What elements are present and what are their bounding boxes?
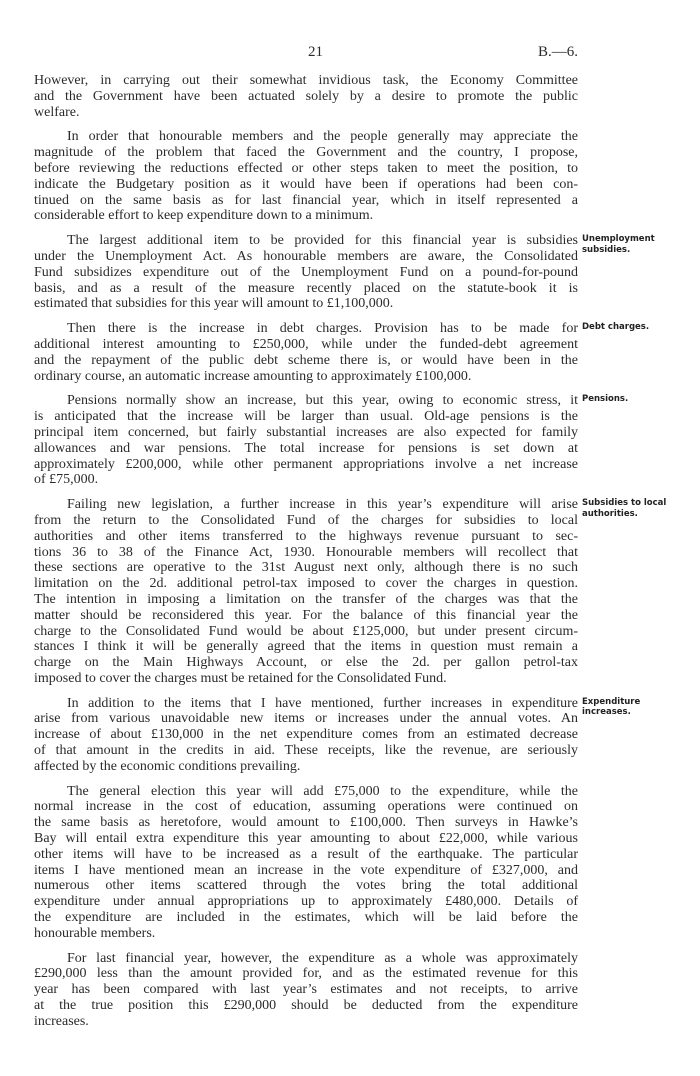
text-line: magnitude of the problem that faced the Government and the country, I propose, [34, 145, 578, 161]
text-line: estimated that subsidies for this year will amount to £1,100,000. [34, 296, 394, 312]
text-line: tions 36 to 38 of the Finance Act, 1930. Honourable members will recollect that [34, 544, 578, 560]
paragraph [34, 321, 650, 384]
text-line: year has been compared with last year’s estimates and not receipts, to arrive [34, 982, 578, 998]
text-line: and the Government have been actuated solely by a desire to promote the public [34, 88, 578, 104]
text-line: Failing new legislation, a further increase in this year’s expenditure will arise [67, 497, 578, 513]
text-line: In order that honourable members and the people generally may appreciate the [67, 129, 578, 145]
paragraph [34, 695, 641, 775]
text-line: allowances and war pensions. The total increase for pensions is set down at [34, 440, 578, 456]
text-line: imposed to cover the charges must be retained for the Consolidated Fund. [34, 670, 447, 686]
margin-note: Pensions. [582, 394, 629, 405]
text-line: approximately £200,000, while other permanent appropriations involve a net increase [34, 456, 578, 472]
text-line: from the return to the Consolidated Fund of the charges for subsidies to local [34, 512, 578, 528]
paragraph [34, 393, 629, 488]
paragraph [34, 784, 578, 942]
text-line: principal item concerned, but fairly substantial increases are also expected for family [34, 424, 578, 440]
text-line: arise from various unavoidable new items or increases under the annual votes. An [34, 711, 578, 727]
margin-note: Debt charges. [582, 322, 650, 333]
text-line: stances I think it will be generally agreed that the items in question must remain a [34, 639, 578, 655]
document-reference: B.—6. [538, 44, 579, 60]
text-line: before reviewing the reductions effected or other steps taken to meet the position, to [34, 160, 578, 176]
text-line: basis, and as a result of the measure recently placed on the statute-book it is [34, 280, 578, 296]
text-line: additional interest amounting to £250,000, while under the funded-debt agreement [34, 336, 578, 352]
document-body [34, 73, 667, 1039]
text-line: welfare. [34, 104, 80, 120]
text-line: charge on the Main Highways Account, or else the 2d. per gallon petrol-tax [34, 655, 578, 671]
text-line: The largest additional item to be provided for this financial year is subsidies [67, 233, 578, 249]
text-line: Fund subsidizes expenditure out of the Unemployment Fund on a pound-for-pound [34, 264, 578, 280]
text-line: affected by the economic conditions prevailing. [34, 758, 301, 774]
text-line: matter should be reconsidered this year. For the balance of this financial year the [34, 607, 578, 623]
paragraph [34, 497, 667, 687]
text-line: The general election this year will add £75,000 to the expenditure, while the [67, 783, 578, 799]
text-line: Bay will entail extra expenditure this year amounting to about £22,000, while various [34, 831, 578, 847]
text-line: ordinary course, an automatic increase amounting to approximately £100,000. [34, 368, 472, 384]
text-line: numerous other items scattered through the votes bring the total additional [34, 878, 578, 894]
paragraph [34, 129, 578, 224]
text-line: charge to the Consolidated Fund would be about £125,000, but under present circum- [34, 623, 578, 639]
margin-note: Unemployment subsidies. [582, 234, 655, 255]
text-line: increase of about £130,000 in the net expenditure comes from an estimated decrease [34, 727, 578, 743]
text-line: other items will have to be increased as a result of the earthquake. The particular [34, 846, 578, 862]
text-line: items I have mentioned mean an increase in the vote expenditure of £327,000, and [34, 862, 578, 878]
margin-note: Subsidies to local authorities. [582, 498, 667, 519]
text-line: Pensions normally show an increase, but this year, owing to economic stress, it [67, 393, 578, 409]
text-line: In addition to the items that I have mentioned, further increases in expenditure [67, 695, 578, 711]
paragraph [34, 233, 655, 312]
text-line: these sections are operative to the 31st August next only, although there is no such [34, 560, 578, 576]
text-line: normal increase in the cost of education, assuming operations were continued on [34, 799, 578, 815]
text-line: of that amount in the credits in aid. These receipts, like the revenue, are seriously [34, 743, 578, 759]
page-number: 21 [308, 44, 323, 60]
margin-note: Expenditure increases. [582, 696, 641, 718]
text-line: of £75,000. [34, 472, 99, 488]
text-line: the expenditure are included in the estimates, which will be laid before the [34, 910, 578, 926]
text-line: The intention in imposing a limitation on the transfer of the charges was that the [34, 591, 578, 607]
text-line: considerable effort to keep expenditure down to a minimum. [34, 208, 374, 224]
text-line: at the true position this £290,000 should be deducted from the expenditure [34, 998, 578, 1014]
text-line: £290,000 less than the amount provided for, and as the estimated revenue for this [34, 966, 578, 982]
text-line: expenditure under annual appropriations up to approximately £480,000. Details of [34, 894, 578, 910]
text-line: and the repayment of the public debt scheme there is, or would have been in the [34, 352, 578, 368]
text-line: For last financial year, however, the expenditure as a whole was approximately [67, 950, 578, 966]
text-line: limitation on the 2d. additional petrol-tax imposed to cover the charges in question. [34, 576, 578, 592]
text-line: is anticipated that the increase will be larger than usual. Old-age pensions is the [34, 409, 578, 425]
text-line: Then there is the increase in debt charges. Provision has to be made for [67, 321, 578, 337]
text-line: under the Unemployment Act. As honourable members are aware, the Consolidated [34, 248, 578, 264]
text-line: indicate the Budgetary position as it would have been if operations had been con- [34, 176, 578, 192]
paragraph [34, 73, 578, 120]
text-line: honourable members. [34, 925, 156, 941]
text-line: authorities and other items transferred to the highways revenue pursuant to sec- [34, 528, 578, 544]
paragraph [34, 951, 578, 1030]
text-line: the same basis as heretofore, would amount to £100,000. Then surveys in Hawke’s [34, 815, 578, 831]
text-line: increases. [34, 1013, 89, 1029]
text-line: However, in carrying out their somewhat invidious task, the Economy Committee [34, 73, 578, 88]
text-line: tinued on the same basis as for last financial year, which in itself represented a [34, 192, 578, 208]
